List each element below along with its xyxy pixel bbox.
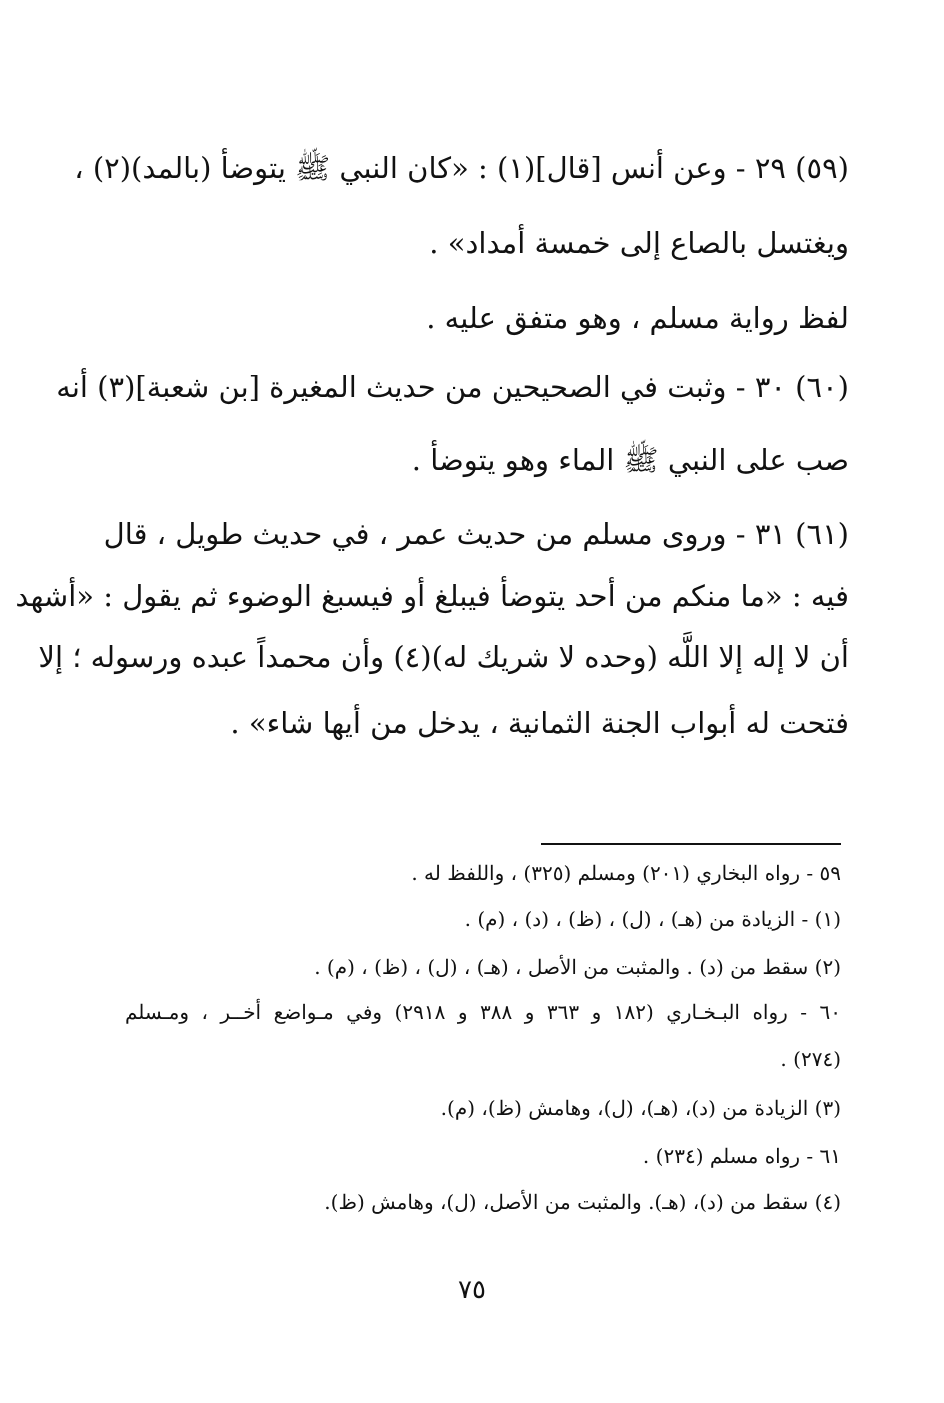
- body-line-1: (٥٩) ٢٩ - وعن أنس [قال](١) : «كان النبي ﷺ يتوضأ (بالمد)(٢) ،: [74, 151, 849, 185]
- body-line-4: (٦٠) ٣٠ - وثبت في الصحيحين من حديث المغيرة [بن شعبة](٣) أنه: [56, 370, 849, 404]
- footnote-separator: [541, 843, 841, 845]
- body-line-2: ويغتسل بالصاع إلى خمسة أمداد» .: [429, 226, 849, 260]
- body-line-8: أن لا إله إلا اللَّه (وحده لا شريك له)(٤) وأن محمداً عبده ورسوله ؛ إلا: [38, 640, 849, 674]
- body-line-6: (٦١) ٣١ - وروى مسلم من حديث عمر ، في حديث طويل ، قال: [103, 517, 849, 551]
- footnote-line-1: ٥٩ - رواه البخاري (٢٠١) ومسلم (٣٢٥) ، واللفظ له .: [411, 861, 841, 885]
- body-line-7: فيه : «ما منكم من أحد يتوضأ فيبلغ أو فيسبغ الوضوء ثم يقول : «أشهد: [15, 579, 849, 613]
- body-line-5: صب على النبي ﷺ الماء وهو يتوضأ .: [411, 443, 849, 477]
- body-line-3: لفظ رواية مسلم ، وهو متفق عليه .: [426, 301, 849, 335]
- footnote-line-5: (٢٧٤) .: [780, 1047, 841, 1071]
- footnote-line-3: (٢) سقط من (د) . والمثبت من الأصل ، (هـ) ، (ل) ، (ظ) ، (م) .: [314, 955, 841, 979]
- page-number: ٧٥: [458, 1275, 486, 1305]
- body-line-9: فتحت له أبواب الجنة الثمانية ، يدخل من أيها شاء» .: [230, 706, 849, 740]
- footnote-line-4: ٦٠ - رواه البـخـاري (١٨٢ و ٣٦٣ و ٣٨٨ و ٢٩١٨) وفي مـواضع أخــر ، ومـسلم: [125, 1000, 842, 1024]
- footnote-line-6: (٣) الزيادة من (د)، (هـ)، (ل)، وهامش (ظ)، (م).: [440, 1096, 841, 1120]
- footnote-line-8: (٤) سقط من (د)، (هـ). والمثبت من الأصل، (ل)، وهامش (ظ).: [324, 1190, 841, 1214]
- footnote-line-7: ٦١ - رواه مسلم (٢٣٤) .: [642, 1144, 841, 1168]
- footnote-line-2: (١) - الزيادة من (هـ) ، (ل) ، (ظ) ، (د) ، (م) .: [464, 907, 841, 931]
